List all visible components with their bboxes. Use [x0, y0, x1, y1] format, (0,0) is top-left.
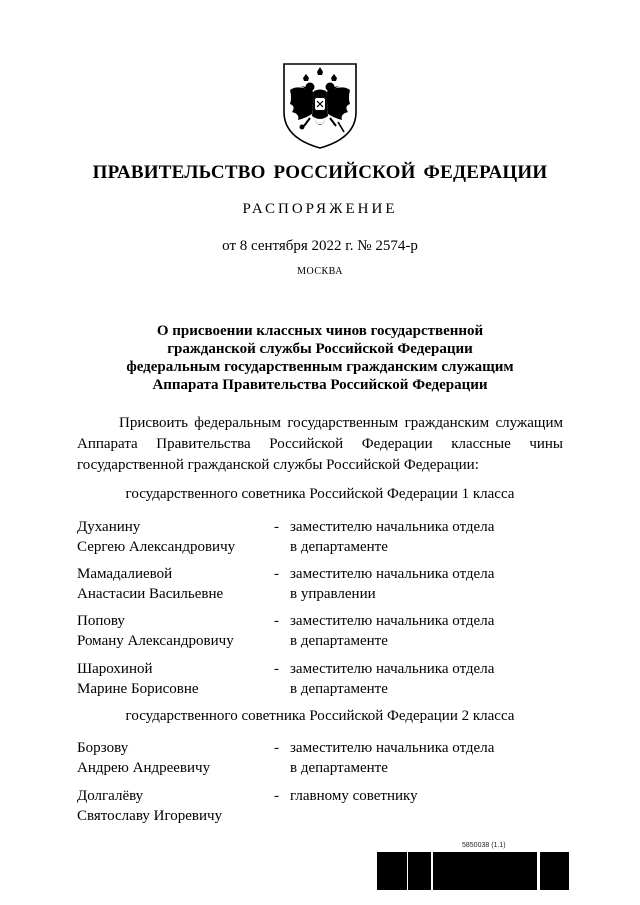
dash-separator: -: [274, 661, 279, 677]
person-given-name: Роману Александровичу: [77, 633, 234, 649]
person-position: [290, 786, 550, 806]
person-surname: Духанину: [77, 519, 141, 535]
rank-heading: государственного советника Российской Федерации 1 класса: [125, 486, 515, 502]
person-given-name: Марине Борисовне: [77, 681, 199, 697]
position-line: заместителю начальника отдела: [290, 566, 495, 582]
position-line: заместителю начальника отдела: [290, 613, 495, 629]
position-line: заместителю начальника отдела: [290, 661, 495, 677]
person-given-name: Сергею Александровичу: [77, 539, 236, 555]
person-position: [290, 564, 550, 604]
person-surname: Мамадалиевой: [77, 566, 173, 582]
position-line: заместителю начальника отдела: [290, 740, 495, 756]
position-line: в управлении: [290, 586, 376, 602]
position-line: главному советнику: [290, 788, 418, 804]
document-type: РАСПОРЯЖЕНИЕ: [242, 201, 398, 217]
person-surname: Шарохиной: [77, 661, 153, 677]
subject-line: гражданской службы Российской Федерации: [167, 341, 473, 357]
dash-separator: -: [274, 519, 279, 535]
document-subject: [120, 322, 520, 394]
government-title: ПРАВИТЕЛЬСТВО РОССИЙСКОЙ ФЕДЕРАЦИИ: [92, 162, 548, 183]
position-line: в департаменте: [290, 760, 388, 776]
person-surname: Долгалёву: [77, 788, 144, 804]
position-line: в департаменте: [290, 633, 388, 649]
intro-paragraph: Присвоить федеральным государственным гражданским служащим Аппарата Правительства Российской Федерации классные чины государственной гражданской службы Российской Федерации:: [77, 415, 563, 473]
person-given-name: Андрею Андреевичу: [77, 760, 211, 776]
dash-separator: -: [274, 613, 279, 629]
person-name: [77, 738, 267, 778]
dash-separator: -: [274, 788, 279, 804]
position-line: в департаменте: [290, 681, 388, 697]
document-city: МОСКВА: [297, 266, 343, 277]
person-surname: Попову: [77, 613, 125, 629]
subject-line: федеральным государственным гражданским служащим: [126, 359, 514, 375]
position-line: в департаменте: [290, 539, 388, 555]
russian-coat-of-arms-icon: [276, 60, 364, 150]
person-position: [290, 659, 550, 699]
subject-line: О присвоении классных чинов государственной: [156, 323, 484, 339]
subject-line: Аппарата Правительства Российской Федерации: [152, 377, 488, 393]
person-name: [77, 786, 267, 826]
rank-heading: государственного советника Российской Федерации 2 класса: [125, 708, 515, 724]
person-name: [77, 659, 267, 699]
person-surname: Борзову: [77, 740, 129, 756]
person-position: [290, 738, 550, 778]
person-position: [290, 517, 550, 557]
barcode-icon: [376, 852, 569, 890]
dash-separator: -: [274, 740, 279, 756]
barcode-number: 5850038 (1.1): [462, 842, 506, 849]
person-given-name: Святославу Игоревичу: [77, 808, 223, 824]
person-name: [77, 611, 267, 651]
person-given-name: Анастасии Васильевне: [77, 586, 224, 602]
document-date-number: от 8 сентября 2022 г. № 2574-р: [222, 238, 418, 254]
person-name: [77, 517, 267, 557]
person-name: [77, 564, 267, 604]
position-line: заместителю начальника отдела: [290, 519, 495, 535]
person-position: [290, 611, 550, 651]
dash-separator: -: [274, 566, 279, 582]
